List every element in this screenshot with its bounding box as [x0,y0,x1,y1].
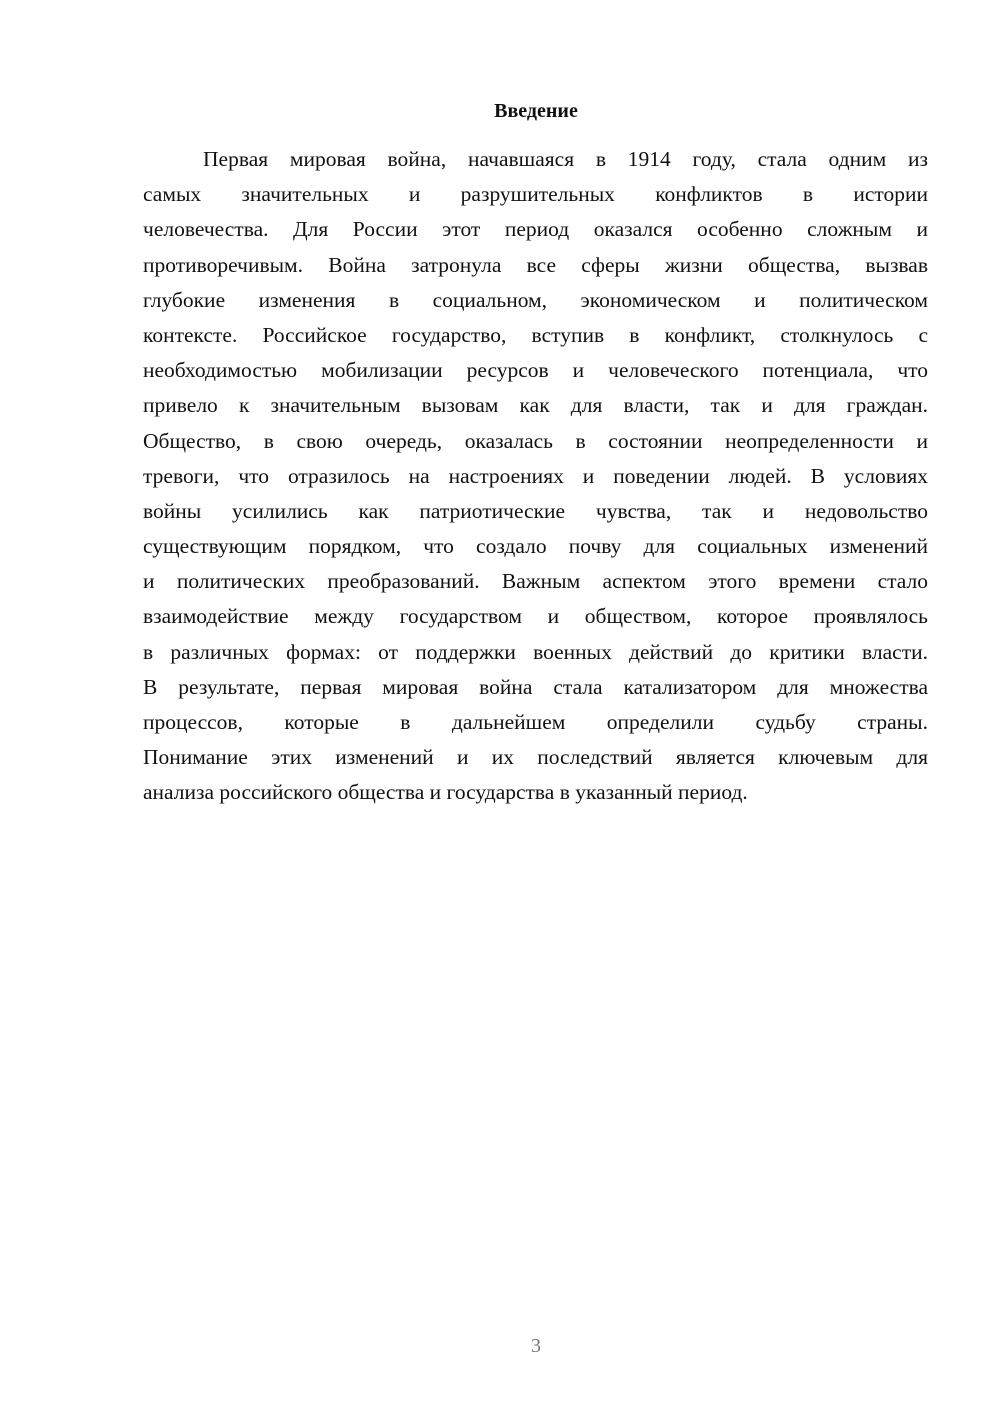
paragraph-line: привело к значительным вызовам как для власти, так и для граждан. [143,393,928,418]
paragraph-line: В результате, первая мировая война стала катализатором для множества [143,674,928,699]
paragraph-line: человечества. Для России этот период оказался особенно сложным и [143,217,928,242]
paragraph-line: тревоги, что отразилось на настроениях и поведении людей. В условиях [143,463,928,488]
paragraph-line: войны усилились как патриотические чувства, так и недовольство [143,498,928,523]
paragraph-line: в различных формах: от поддержки военных действий до критики власти. [143,639,928,664]
paragraph-line: существующим порядком, что создало почву для социальных изменений [143,534,928,559]
paragraph-line: Первая мировая война, начавшаяся в 1914 году, стала одним из [203,147,928,171]
paragraph-line: Общество, в свою очередь, оказалась в состоянии неопределенности и [143,428,928,453]
page-number: 3 [531,1335,541,1357]
paragraph-line: самых значительных и разрушительных конфликтов в истории [143,182,928,207]
page-title: Введение [494,100,578,122]
paragraph-line: процессов, которые в дальнейшем определили судьбу страны. [143,710,928,734]
paragraph-line: необходимостью мобилизации ресурсов и человеческого потенциала, что [143,358,928,383]
paragraph-line: глубокие изменения в социальном, экономическом и политическом [143,287,928,312]
paragraph-line: противоречивым. Война затронула все сферы жизни общества, вызвав [143,252,928,277]
body-paragraph [143,142,928,811]
paragraph-line: взаимодействие между государством и обществом, которое проявлялось [143,604,928,629]
paragraph-line: и политических преобразований. Важным аспектом этого времени стало [143,569,928,594]
paragraph-line: анализа российского общества и государства в указанный период. [143,780,748,805]
paragraph-line: Понимание этих изменений и их последствий является ключевым для [143,745,928,770]
paragraph-line: контексте. Российское государство, вступив в конфликт, столкнулось с [143,322,928,347]
